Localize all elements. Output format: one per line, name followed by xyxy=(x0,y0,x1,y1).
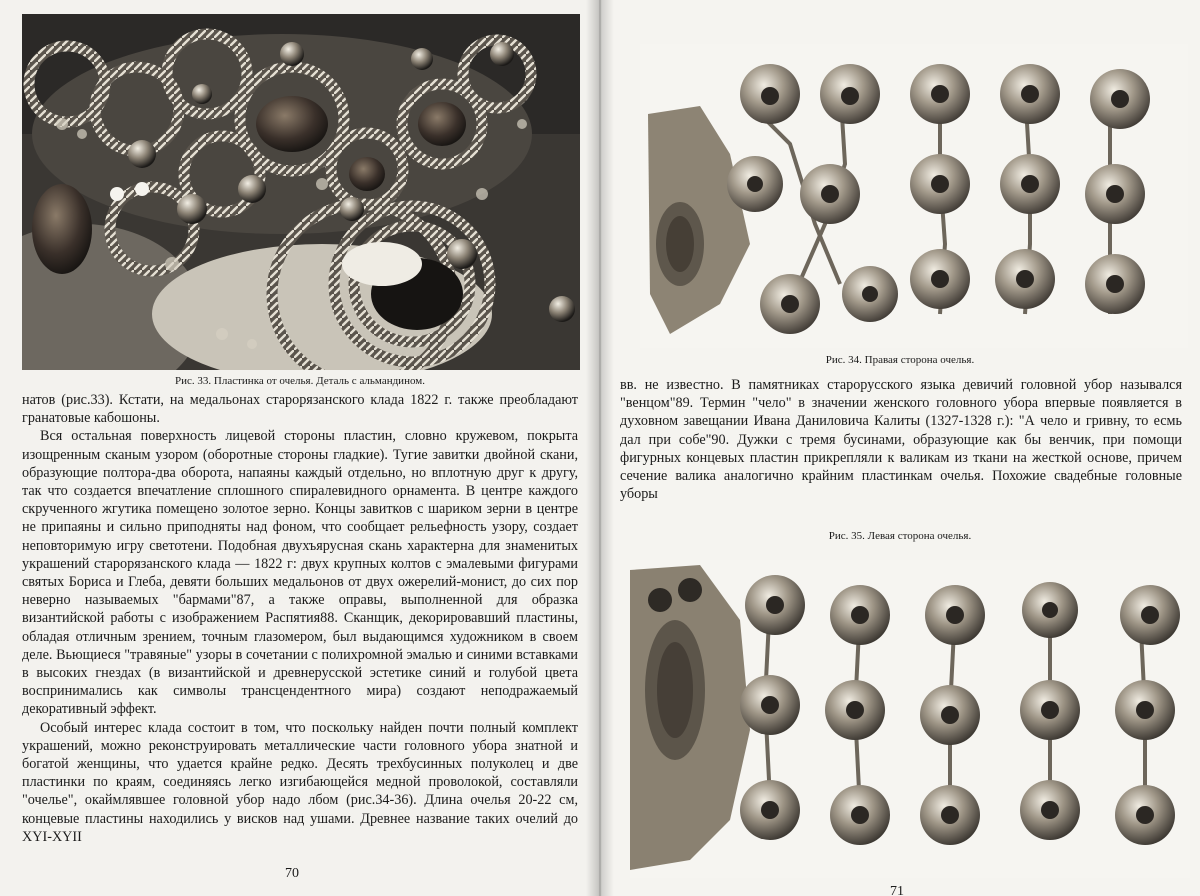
book-gutter-shadow xyxy=(586,0,614,896)
page-number-left: 70 xyxy=(285,866,299,881)
figure-35-photo xyxy=(630,560,1190,878)
figure-33-photo xyxy=(22,14,580,370)
figure-33-caption: Рис. 33. Пластинка от очелья. Деталь с альмандином. xyxy=(175,375,425,387)
figure-34-caption: Рис. 34. Правая сторона очелья. xyxy=(825,354,975,366)
right-side-ochelye-image xyxy=(640,44,1188,348)
right-page-body xyxy=(620,376,1182,503)
paragraph-3: Особый интерес клада состоит в том, что поскольку найден почти полный комплект украшений, можно реконструировать металлические части головного убора знатной и богатой женщины, что удается крайне редко. Десять трехбусинных полуколец и две пластинки по краям, соединяясь легко изгибающейся медной проволокой, составляли "очелье", окаймлявшее головной убор надо лбом (рис.34-36). Длина очелья 20-22 см, концевые пластины находились у висков над ушами. Древнее название таких очелий до XYI-XYII xyxy=(22,719,578,845)
paragraph-2: Вся остальная поверхность лицевой стороны пластин, словно кружевом, покрыта изощренным сканым узором (оборотные стороны гладкие). Тугие завитки двойной скани, образующие полтора-два оборота, напаяны каждый отдельно, но вплотную друг к другу, так что создается впечатление сплошного спиралевидного орнамента. В центре каждого скрученного жгутика помещено золотое зерно. Концы завитков с шариком зерни в центре не припаяны и сильно приподняты над фоном, что сообщает рельефность узору, создает неповторимую игру светотени. Подобная двухъярусная скань характерна для знаменитых украшений старорязанского клада — 1822 г: двух крупных колтов с эмалевыми фигурами святых Бориса и Глеба, девяти больших медальонов от двух ожерелий-монист, до сих пор неверно называемых "бармами"87, а также оправы, выполненной для образка византийской работы с изображением Распятия88. Сканщик, декорировавший пластины, обладая отличным зрением, точным глазомером, был выдающимся художником в своем деле. Вьющиеся "травяные" узоры в сочетании с полихромной эмалью и синими вставками в высоких гнездах (в византийской и древнерусской эстетике синий и голубой цвета воспринимались как символы трансцендентного мира) создают неподражаемый декоративный эффект. xyxy=(22,428,578,718)
figure-35-caption: Рис. 35. Левая сторона очелья. xyxy=(828,530,972,542)
page-number-right: 71 xyxy=(890,884,904,896)
figure-34-photo xyxy=(640,44,1188,348)
left-page-body xyxy=(22,391,578,846)
left-side-ochelye-image xyxy=(630,560,1190,878)
filigree-plate-image xyxy=(22,14,580,370)
right-page xyxy=(600,0,1200,896)
right-paragraph: вв. не известно. В памятниках старорусского языка девичий головной убор назывался "венцом"89. Термин "чело" в значении женского головного убора впервые появляется в духовном завещании Ивана Даниловича Калиты (1327-1328 г.): "А чело и гривну, то есмь дал при собе"90. Дужки с тремя бусинами, образующие как бы венчик, при помощи фигурных концевых пластин прикрепляли к валикам из ткани на жесткой основе, причем сечение валика аналогично крайним пластинкам очелья. Похожие свадебные головные уборы xyxy=(620,377,1182,503)
paragraph-1: натов (рис.33). Кстати, на медальонах старорязанского клада 1822 г. также преобладают гранатовые кабошоны. xyxy=(22,392,578,427)
